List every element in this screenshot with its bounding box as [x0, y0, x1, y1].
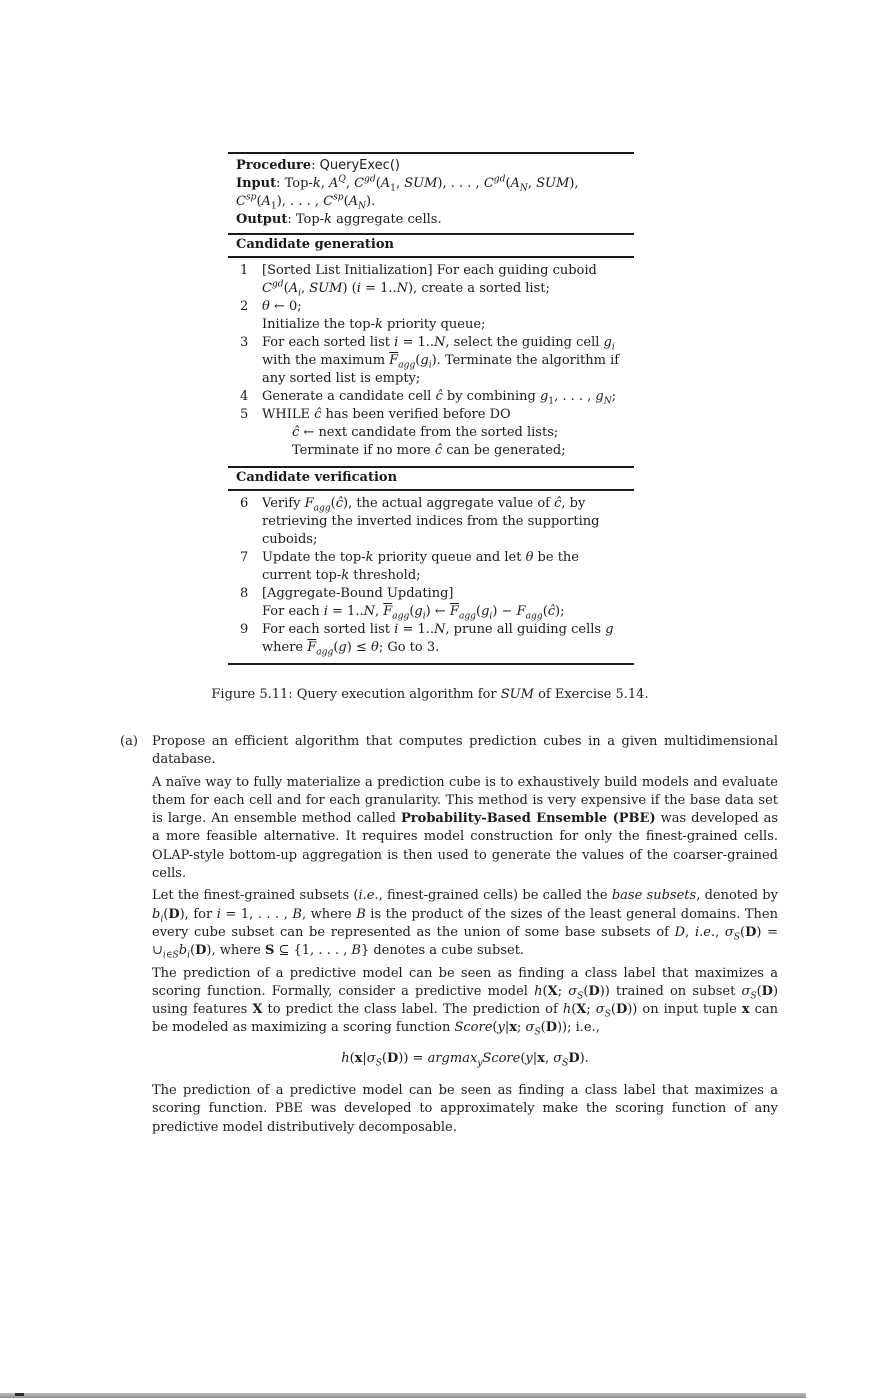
step-number: 3	[240, 335, 249, 350]
step-number: 2	[240, 299, 249, 314]
step-content	[262, 334, 634, 388]
algorithm-step	[228, 262, 634, 298]
algorithm-step-list	[228, 491, 634, 663]
step-number: 5	[240, 407, 249, 422]
algorithm-step	[228, 549, 634, 585]
algorithm-step	[228, 585, 634, 621]
step-line: θ ← 0;	[262, 299, 302, 314]
step-line: ĉ ← next candidate from the sorted lists;	[292, 425, 559, 440]
body-paragraph: The prediction of a predictive model can be seen as finding a class label that maximizes a scoring function. PBE was developed to approximately make the scoring function of any predictive model distributively decomposable.	[152, 1083, 778, 1135]
figure-caption: Figure 5.11: Query execution algorithm for SUM of Exercise 5.14.	[211, 687, 649, 702]
algorithm-header	[228, 154, 634, 233]
step-content	[262, 585, 634, 621]
step-line: Terminate if no more ĉ can be generated;	[292, 443, 566, 458]
display-equation: $h(x|\sigma_S(D))$ = argmax$_y$Score(y|x, $\sigma_SD$).	[341, 1050, 589, 1069]
step-content	[262, 388, 634, 406]
algorithm-step	[228, 388, 634, 406]
step-number: 7	[240, 550, 249, 565]
step-line: For each sorted list i = 1..N, prune all guiding cells g where $\overline{F}_{agg}(g) \le \theta$; Go to 3.	[262, 622, 614, 658]
algorithm-step	[228, 406, 634, 460]
step-number: 4	[240, 389, 249, 404]
body-paragraph: The prediction of a predictive model can be seen as finding a class label that maximizes a scoring function. Formally, consider a predictive model h(X; $\sigma_S(D)$) trained on subset $\sigma_S(D)$ using features X to predict the class label. The prediction of h(X; $\sigma_S(D)$) on input tuple x can be modeled as maximizing a scoring function Score(y|x; $\sigma_S(D)$); i.e.,	[152, 965, 779, 1039]
document-page	[0, 152, 880, 1399]
step-number: 8	[240, 586, 249, 601]
page-edge-mark	[15, 1393, 24, 1396]
step-number: 1	[240, 263, 249, 278]
algorithm-procedure-line: Procedure: QueryExec()	[236, 158, 400, 173]
step-line: Verify $F_{agg}(ĉ)$, the actual aggregate value of ĉ, by retrieving the inverted indices from the supporting cuboids;	[262, 496, 600, 547]
step-content	[262, 262, 634, 298]
step-line: WHILE ĉ has been verified before DO	[262, 407, 511, 422]
step-line: Generate a candidate cell ĉ by combining $g_1$, . . . , $g_N$;	[262, 389, 617, 407]
body-paragraph: Let the finest-grained subsets (i.e., finest-grained cells) be called the base subsets, denoted by $b_i(D)$, for i = 1, . . . , B, where B is the product of the sizes of the least general domains. Then every cube subset can be represented as the union of some base subsets of D, i.e., $\sigma_S(D)$ = $\cup_{i\in S}b_i(D)$, where S ⊆ {1, . . . , B} denotes a cube subset.	[152, 888, 779, 961]
step-line: For each i = 1..N, $\overline{F}_{agg}(g_i)$ ← $\overline{F}_{agg}(g_i)$ − $F_{agg}(ĉ)$;	[262, 604, 565, 622]
step-content	[262, 298, 634, 334]
step-number: 6	[240, 496, 249, 511]
algorithm-step-list	[228, 258, 634, 466]
step-line: [Aggregate-Bound Updating]	[262, 586, 454, 601]
algorithm-input-line: Input: Top-k, $A^Q$, $C^{gd}(A_1$, SUM), . . . , $C^{gd}(A_N$, SUM), $C^{sp}(A_1)$, . . . , $C^{sp}(A_N)$.	[236, 174, 579, 212]
algorithm-step	[228, 621, 634, 657]
body-paragraph: A naïve way to fully materialize a prediction cube is to exhaustively build models and evaluate them for each cell and for each granularity. This method is very expensive if the base data set is large. An ensemble method called Probability-Based Ensemble (PBE) was developed as a more feasible alternative. It requires model construction for only the finest-grained cells. OLAP-style bottom-up aggregation is then used to generate the values of the coarser-grained cells.	[152, 774, 778, 882]
step-content	[262, 621, 634, 657]
algorithm-step	[228, 298, 634, 334]
algorithm-figure	[228, 152, 634, 665]
step-content	[262, 495, 634, 549]
page-bottom-edge-bar	[0, 1393, 806, 1398]
step-content	[262, 549, 634, 585]
item-content	[152, 733, 778, 1141]
step-line: Update the top-k priority queue and let θ be the current top-k threshold;	[262, 550, 579, 583]
algorithm-output-line: Output: Top-k aggregate cells.	[236, 212, 442, 227]
exercise-item-a	[120, 733, 778, 1141]
body-paragraph: Propose an efficient algorithm that computes prediction cubes in a given multidimensional database.	[152, 734, 778, 768]
item-label: (a)	[120, 734, 138, 749]
step-line: [Sorted List Initialization] For each guiding cuboid $C^{gd}(A_i$, SUM) (i = 1..N), create a sorted list;	[262, 263, 597, 299]
algorithm-sections	[228, 233, 634, 663]
step-line: Initialize the top-k priority queue;	[262, 317, 486, 332]
algorithm-section-title: Candidate generation	[228, 233, 634, 258]
algorithm-step	[228, 495, 634, 549]
step-content	[262, 406, 634, 460]
algorithm-step	[228, 334, 634, 388]
algorithm-section-title: Candidate verification	[228, 466, 634, 491]
step-line: For each sorted list i = 1..N, select the guiding cell $g_i$ with the maximum $\overline{F}_{agg}(g_i)$. Terminate the algorithm if any sorted list is empty;	[262, 335, 620, 386]
step-number: 9	[240, 622, 249, 637]
